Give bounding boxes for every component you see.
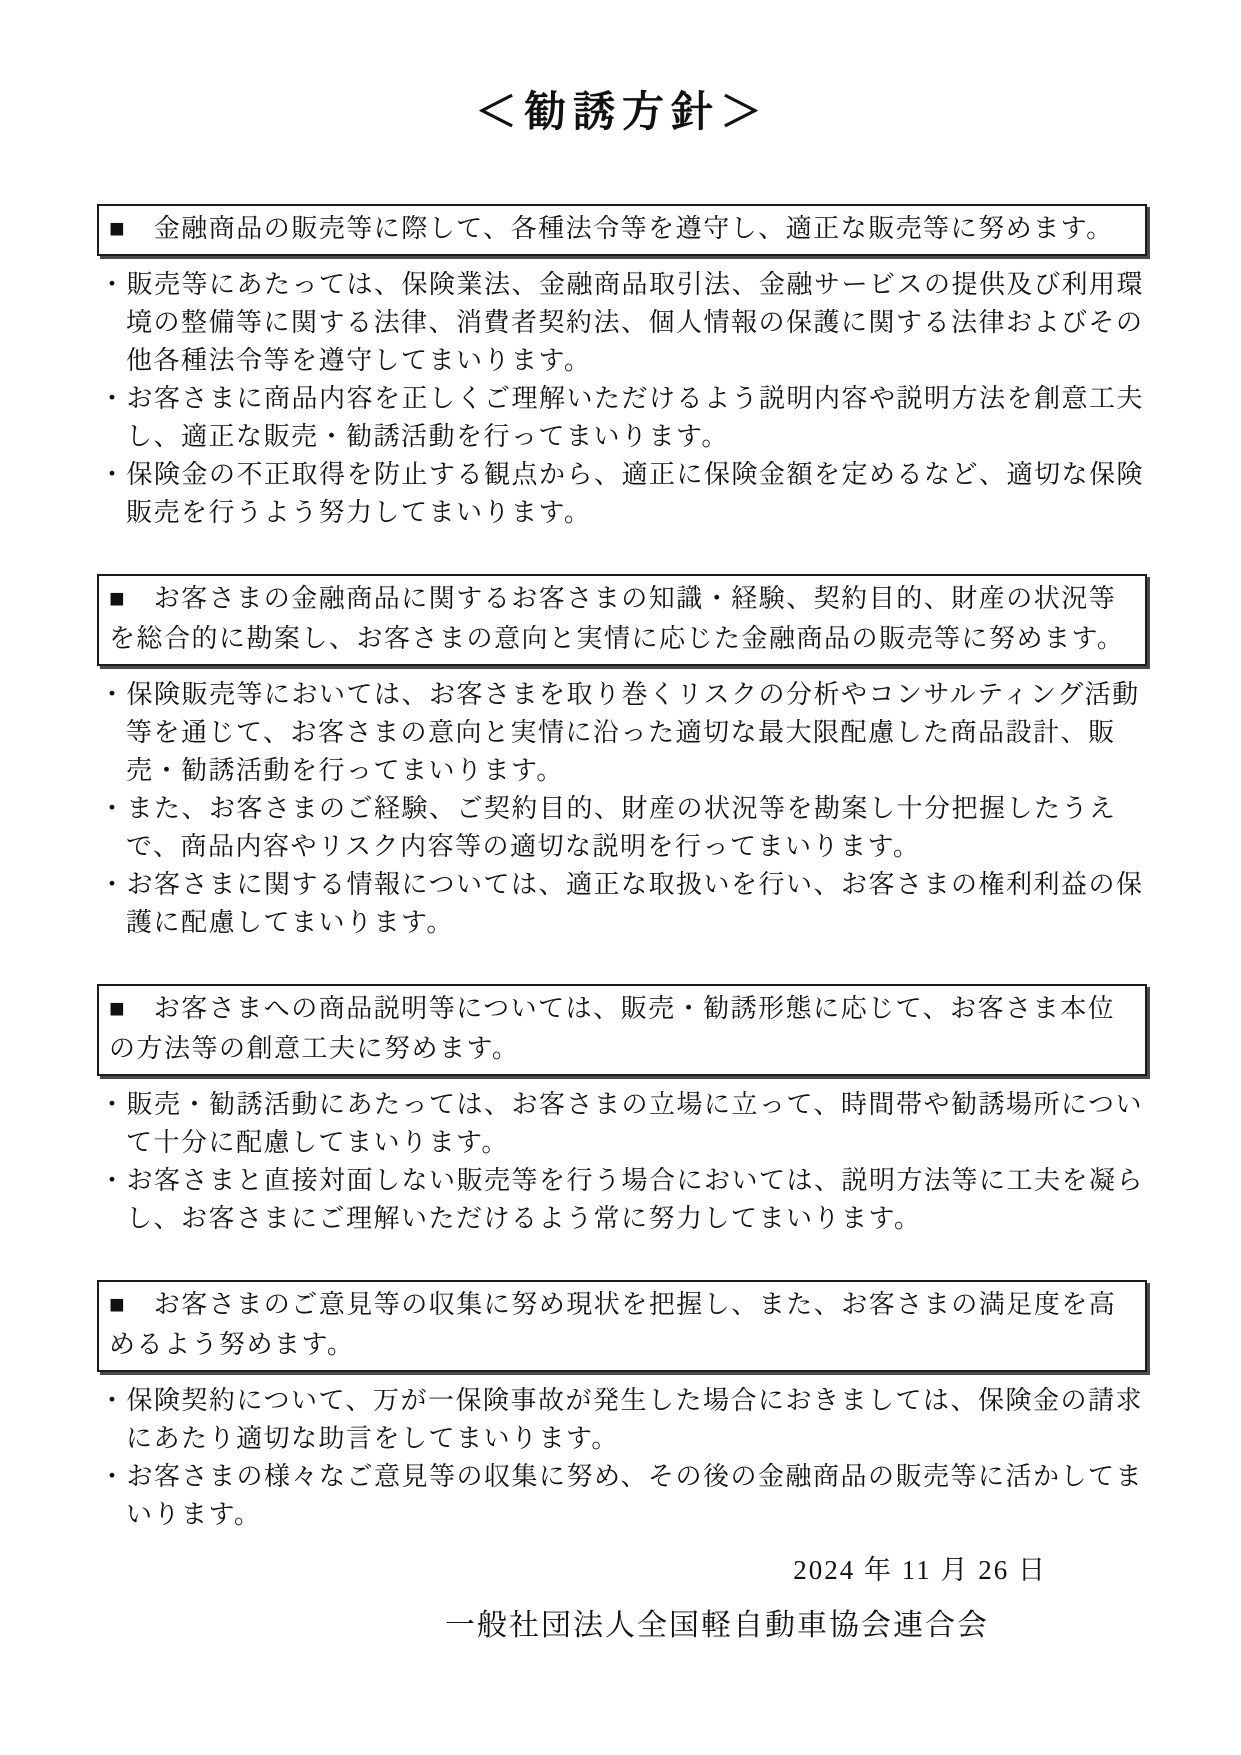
bullet-item: ・販売・勧誘活動にあたっては、お客さまの立場に立って、時間帯や勧誘場所について十分に配慮してまいります。 xyxy=(99,1090,1143,1157)
section-heading-box xyxy=(97,1280,1147,1372)
bullet-item: ・お客さまと直接対面しない販売等を行う場合においては、説明方法等に工夫を凝らし、お客さまにご理解いただけるよう常に努力してまいります。 xyxy=(99,1166,1145,1233)
bullet-item: ・お客さまに商品内容を正しくご理解いただけるよう説明内容や説明方法を創意工夫し、適正な販売・勧誘活動を行ってまいります。 xyxy=(99,384,1145,451)
bullet-item: ・保険販売等においては、お客さまを取り巻くリスクの分析やコンサルティング活動等を通じて、お客さまの意向と実情に沿った適切な最大限配慮した商品設計、販売・勧誘活動を行ってまいります。 xyxy=(99,680,1140,785)
bullet-item: ・販売等にあたっては、保険業法、金融商品取引法、金融サービスの提供及び利用環境の整備等に関する法律、消費者契約法、個人情報の保護に関する法律およびその他各種法令等を遵守してまいります。 xyxy=(99,270,1145,375)
page-title: ＜勧誘方針＞ xyxy=(474,90,769,136)
section-heading: ■ お客さまの金融商品に関するお客さまの知識・経験、契約目的、財産の状況等を総合的に勘案し、お客さまの意向と実情に応じた金融商品の販売等に努めます。 xyxy=(109,584,1125,653)
section-compliance xyxy=(97,204,1147,532)
bullet-item: ・お客さまに関する情報については、適正な取扱いを行い、お客さまの権利利益の保護に配慮してまいります。 xyxy=(99,870,1144,937)
bullet-item: ・また、お客さまのご経験、ご契約目的、財産の状況等を勘案し十分把握したうえで、商品内容やリスク内容等の適切な説明を行ってまいります。 xyxy=(99,794,1117,861)
section-feedback xyxy=(97,1280,1147,1534)
section-heading-box xyxy=(97,574,1147,666)
section-product-explanation xyxy=(97,984,1147,1238)
section-customer-intent xyxy=(97,574,1147,942)
section-heading-box xyxy=(97,984,1147,1076)
bullet-item: ・保険契約について、万が一保険事故が発生した場合におきましては、保険金の請求にあたり適切な助言をしてまいります。 xyxy=(99,1386,1143,1453)
document-date: 2024 年 11 月 26 日 xyxy=(793,1555,1047,1585)
bullet-item: ・保険金の不正取得を防止する観点から、適正に保険金額を定めるなど、適切な保険販売を行うよう努力してまいります。 xyxy=(99,460,1145,527)
organization-name: 一般社団法人全国軽自動車協会連合会 xyxy=(445,1609,989,1642)
section-bullets xyxy=(97,1086,1147,1238)
section-bullets xyxy=(97,266,1147,532)
section-heading: ■ お客さまへの商品説明等については、販売・勧誘形態に応じて、お客さま本位の方法等の創意工夫に努めます。 xyxy=(109,994,1116,1063)
section-bullets xyxy=(97,676,1147,942)
section-bullets xyxy=(97,1382,1147,1534)
section-heading: ■ お客さまのご意見等の収集に努め現状を把握し、また、お客さまの満足度を高めるよう努めます。 xyxy=(109,1290,1117,1359)
bullet-item: ・お客さまの様々なご意見等の収集に努め、その後の金融商品の販売等に活かしてまいります。 xyxy=(99,1462,1143,1529)
section-heading-box xyxy=(97,204,1147,256)
section-heading: ■ 金融商品の販売等に際して、各種法令等を遵守し、適正な販売等に努めます。 xyxy=(109,214,1114,243)
